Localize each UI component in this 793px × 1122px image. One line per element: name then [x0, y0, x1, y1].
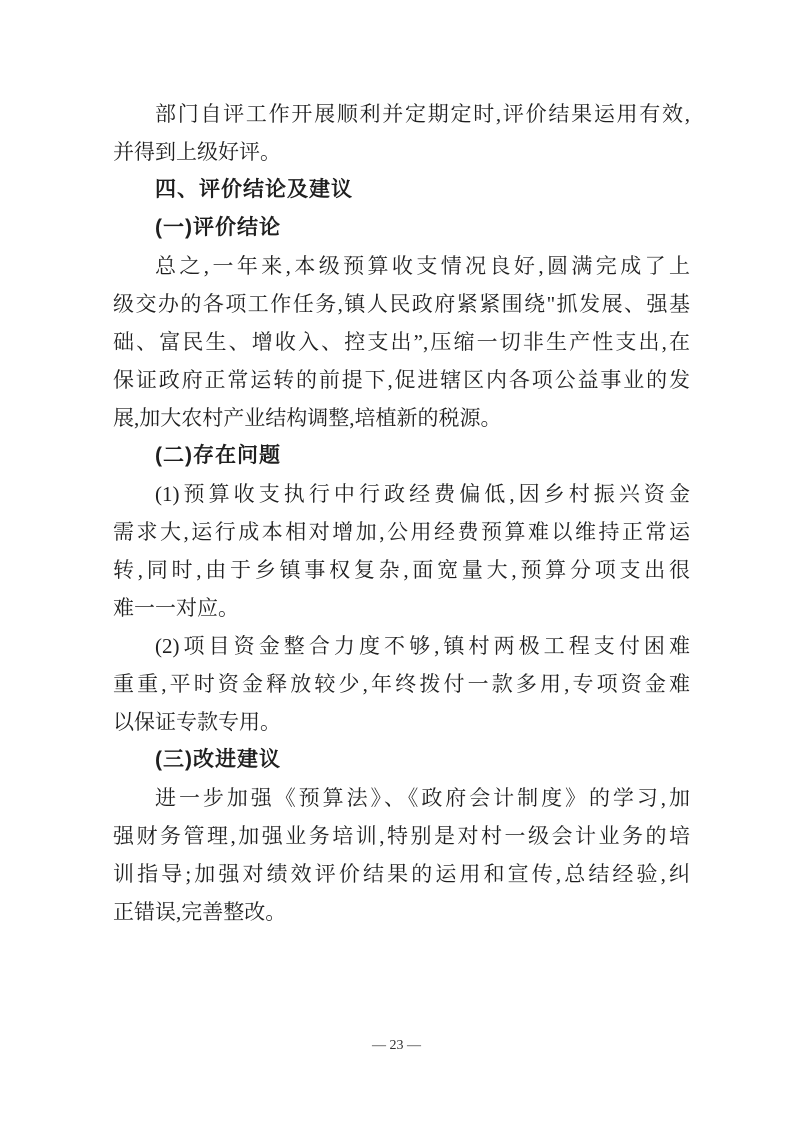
subsection-heading-suggestions: (三)改进建议	[155, 748, 281, 771]
text-line: 进一步加强《预算法》、《政府会计制度》的学习,加	[155, 786, 690, 810]
text-line: 级交办的各项工作任务,镇人民政府紧紧围绕"抓发展、强基	[113, 292, 690, 316]
section-heading: 四、评价结论及建议	[155, 178, 353, 201]
text-line: 需求大,运行成本相对增加,公用经费预算难以维持正常运	[113, 520, 690, 544]
text-line: 难一一对应。	[113, 596, 239, 620]
text-line: 并得到上级好评。	[113, 140, 281, 164]
paragraph	[113, 779, 690, 931]
subsection-heading-problems: (二)存在问题	[155, 444, 281, 467]
text-line: 重重,平时资金释放较少,年终拨付一款多用,专项资金难	[113, 672, 690, 696]
paragraph	[113, 247, 690, 437]
text-line: 展,加大农村产业结构调整,培植新的税源。	[113, 406, 502, 430]
paragraph	[113, 475, 690, 627]
text-line: 训指导;加强对绩效评价结果的运用和宣传,总结经验,纠	[113, 862, 690, 886]
text-line: 总之,一年来,本级预算收支情况良好,圆满完成了上	[155, 254, 690, 278]
paragraph	[113, 95, 690, 171]
page-number: — 23 —	[372, 1038, 421, 1053]
text-line: 保证政府正常运转的前提下,促进辖区内各项公益事业的发	[113, 368, 690, 392]
text-line: 正错误,完善整改。	[113, 900, 287, 924]
text-line: 础、富民生、增收入、控支出”,压缩一切非生产性支出,在	[113, 330, 690, 354]
text-line: (1)预算收支执行中行政经费偏低,因乡村振兴资金	[155, 482, 690, 506]
paragraph	[113, 627, 690, 741]
text-line: 以保证专款专用。	[113, 710, 281, 734]
text-line: 强财务管理,加强业务培训,特别是对村一级会计业务的培	[113, 824, 690, 848]
document-body	[113, 95, 690, 931]
text-line: (2)项目资金整合力度不够,镇村两极工程支付困难	[155, 634, 690, 658]
text-line: 部门自评工作开展顺利并定期定时,评价结果运用有效,	[155, 102, 690, 126]
text-line: 转,同时,由于乡镇事权复杂,面宽量大,预算分项支出很	[113, 558, 690, 582]
subsection-heading-conclusion: (一)评价结论	[155, 216, 281, 239]
